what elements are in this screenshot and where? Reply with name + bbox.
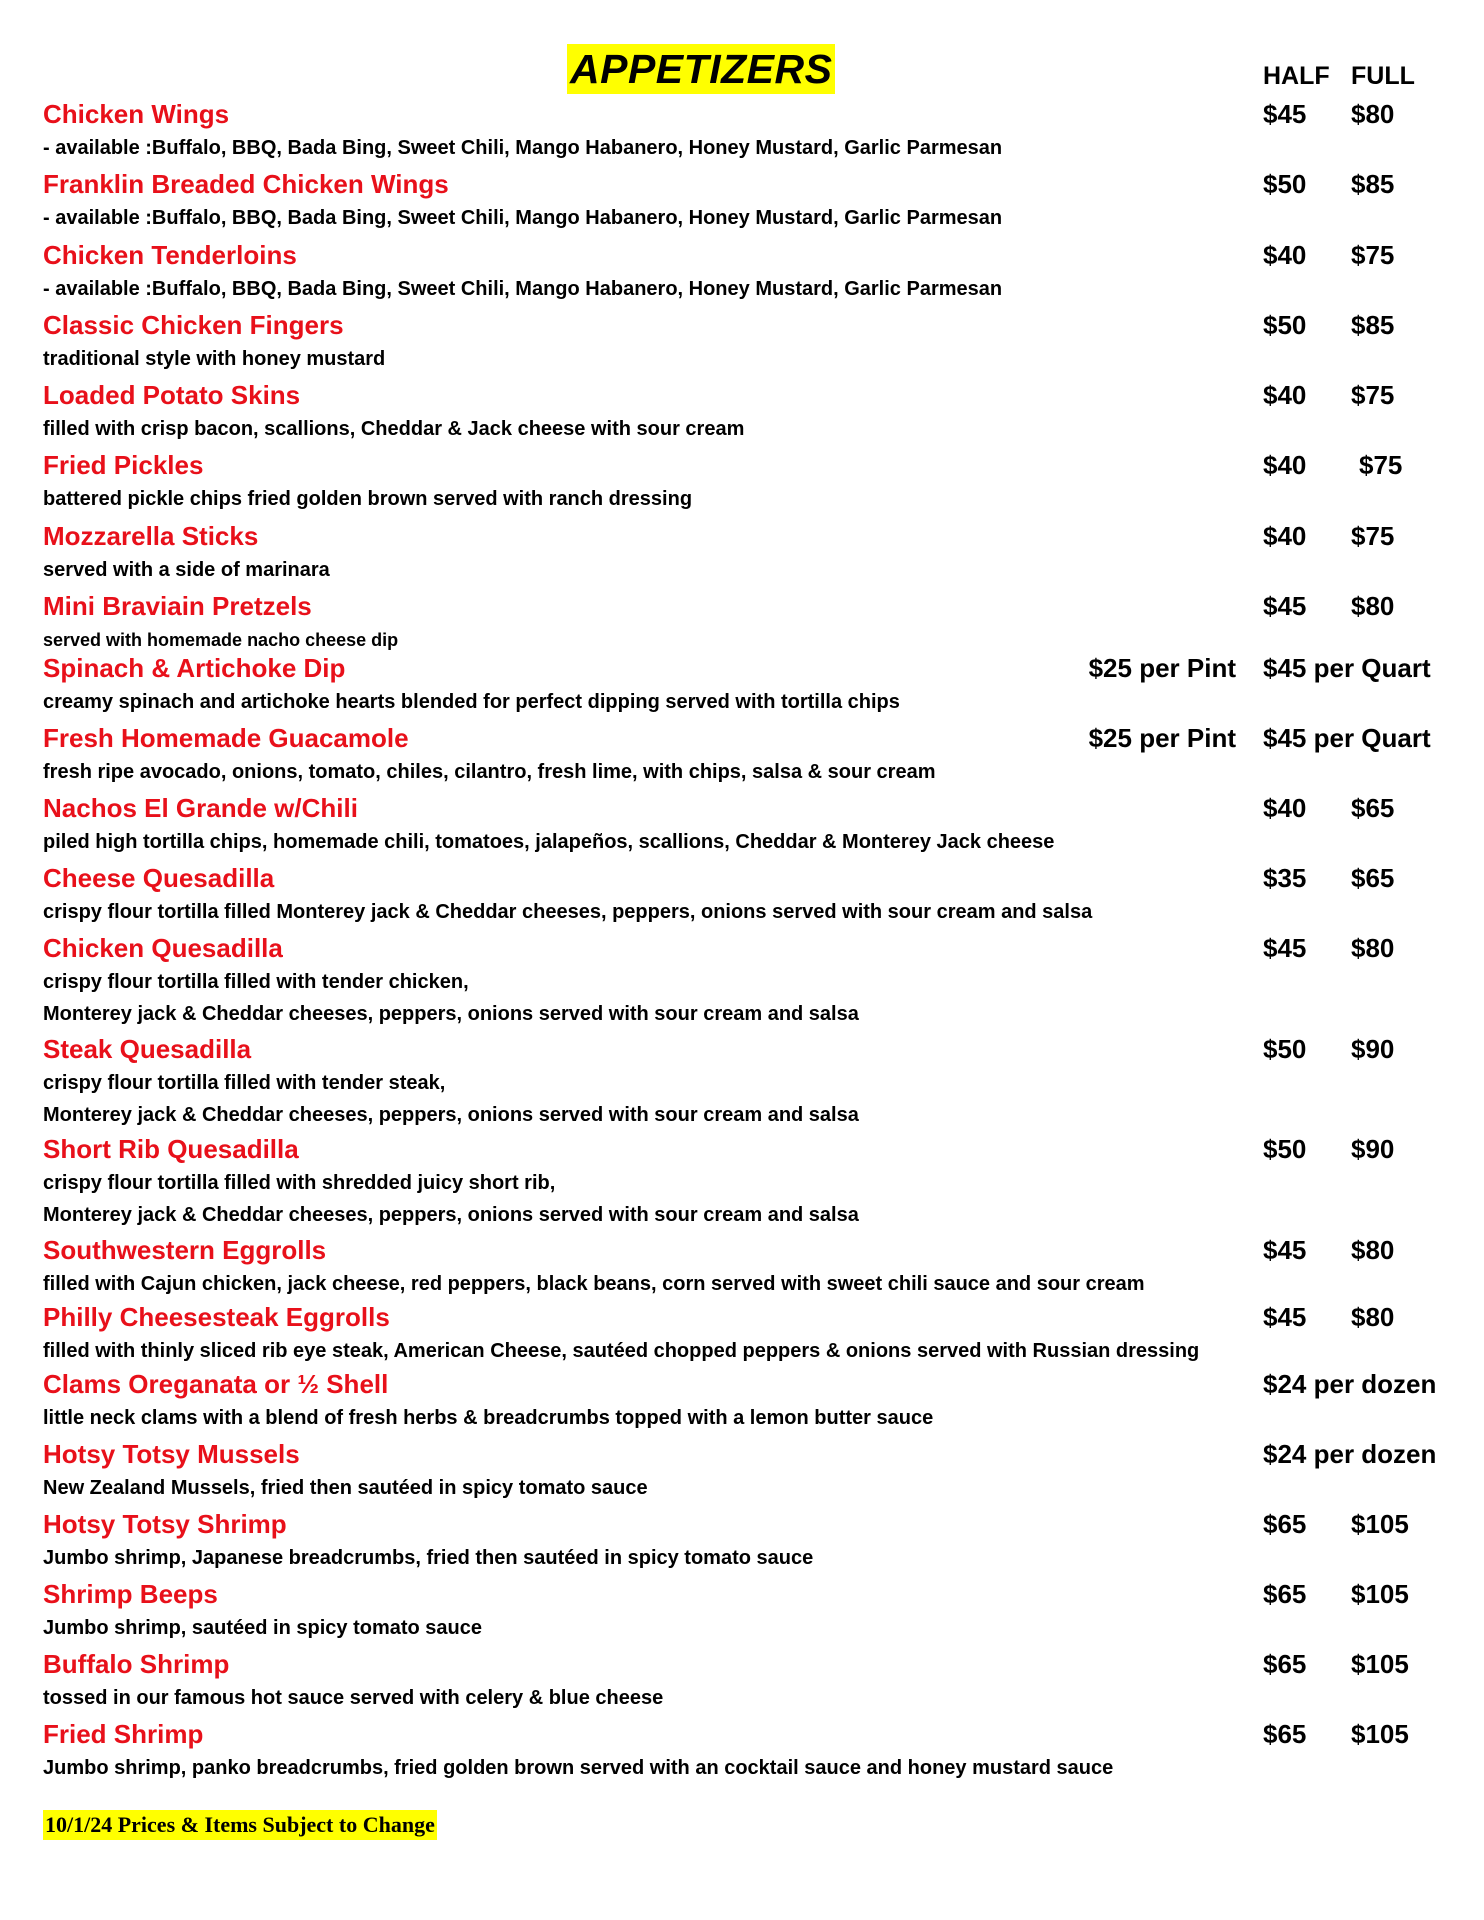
- dozen-price: $24 per dozen: [1263, 1369, 1437, 1399]
- item-description: Jumbo shrimp, panko breadcrumbs, fried golden brown served with an cocktail sauce and honey mustard sauce: [43, 1757, 1114, 1779]
- item-description: filled with thinly sliced rib eye steak, American Cheese, sautéed chopped peppers & onions served with Russian dressing: [43, 1340, 1200, 1362]
- item-description: Monterey jack & Cheddar cheeses, peppers, onions served with sour cream and salsa: [43, 1204, 859, 1226]
- item-description: filled with Cajun chicken, jack cheese, red peppers, black beans, corn served with sweet chili sauce and sour cream: [43, 1273, 1145, 1295]
- full-price: $75: [1351, 521, 1395, 551]
- half-price: $45: [1263, 591, 1307, 621]
- item-name: Chicken Tenderloins: [43, 240, 297, 270]
- item-name: Philly Cheesesteak Eggrolls: [43, 1302, 390, 1332]
- item-description: Jumbo shrimp, Japanese breadcrumbs, fried then sautéed in spicy tomato sauce: [43, 1547, 814, 1569]
- item-name: Clams Oreganata or ½ Shell: [43, 1369, 389, 1399]
- full-price: $85: [1351, 310, 1395, 340]
- half-price: $65: [1263, 1509, 1307, 1539]
- item-description: crispy flour tortilla filled with tender steak,: [43, 1072, 446, 1094]
- item-name: Chicken Wings: [43, 99, 230, 129]
- item-name: Shrimp Beeps: [43, 1579, 218, 1609]
- item-name: Fried Pickles: [43, 450, 204, 480]
- item-description: little neck clams with a blend of fresh herbs & breadcrumbs topped with a lemon butter sauce: [43, 1407, 934, 1429]
- item-description: creamy spinach and artichoke hearts blended for perfect dipping served with tortilla chips: [43, 691, 900, 713]
- item-description: - available :Buffalo, BBQ, Bada Bing, Sweet Chili, Mango Habanero, Honey Mustard, Garlic Parmesan: [43, 137, 1003, 159]
- half-price: $40: [1263, 521, 1307, 551]
- item-name: Franklin Breaded Chicken Wings: [43, 169, 449, 199]
- item-name: Chicken Quesadilla: [43, 933, 283, 963]
- full-price: $75: [1359, 450, 1403, 480]
- item-description: Monterey jack & Cheddar cheeses, peppers, onions served with sour cream and salsa: [43, 1104, 859, 1126]
- footer-note: 10/1/24 Prices & Items Subject to Change: [43, 1810, 437, 1840]
- full-price: $65: [1351, 793, 1395, 823]
- item-description: crispy flour tortilla filled with shredded juicy short rib,: [43, 1172, 556, 1194]
- item-description: - available :Buffalo, BBQ, Bada Bing, Sweet Chili, Mango Habanero, Honey Mustard, Garlic Parmesan: [43, 207, 1003, 229]
- item-name: Steak Quesadilla: [43, 1034, 252, 1064]
- full-price: $105: [1351, 1719, 1409, 1749]
- item-description: served with homemade nacho cheese dip: [43, 630, 399, 650]
- pint-price: $25 per Pint: [1088, 723, 1236, 753]
- item-name: Spinach & Artichoke Dip: [43, 653, 346, 683]
- half-price: $50: [1263, 310, 1307, 340]
- full-price: $80: [1351, 99, 1395, 129]
- item-description: New Zealand Mussels, fried then sautéed in spicy tomato sauce: [43, 1477, 648, 1499]
- item-name: Short Rib Quesadilla: [43, 1134, 299, 1164]
- half-price: $45: [1263, 99, 1307, 129]
- item-description: - available :Buffalo, BBQ, Bada Bing, Sweet Chili, Mango Habanero, Honey Mustard, Garlic Parmesan: [43, 278, 1003, 300]
- item-name: Classic Chicken Fingers: [43, 310, 344, 340]
- half-price: $40: [1263, 380, 1307, 410]
- item-description: Monterey jack & Cheddar cheeses, peppers, onions served with sour cream and salsa: [43, 1003, 859, 1025]
- dozen-price: $24 per dozen: [1263, 1439, 1437, 1469]
- item-description: filled with crisp bacon, scallions, Cheddar & Jack cheese with sour cream: [43, 418, 745, 440]
- pint-price: $25 per Pint: [1088, 653, 1236, 683]
- item-name: Buffalo Shrimp: [43, 1649, 230, 1679]
- item-name: Cheese Quesadilla: [43, 863, 275, 893]
- full-price: $85: [1351, 169, 1395, 199]
- item-name: Mozzarella Sticks: [43, 521, 259, 551]
- half-price: $65: [1263, 1579, 1307, 1609]
- item-name: Hotsy Totsy Mussels: [43, 1439, 300, 1469]
- half-price: $45: [1263, 933, 1307, 963]
- half-price: $45: [1263, 1302, 1307, 1332]
- item-description: Jumbo shrimp, sautéed in spicy tomato sauce: [43, 1617, 483, 1639]
- item-name: Fried Shrimp: [43, 1719, 204, 1749]
- full-price: $80: [1351, 1235, 1395, 1265]
- item-description: traditional style with honey mustard: [43, 348, 386, 370]
- full-price: $90: [1351, 1034, 1395, 1064]
- full-price: $75: [1351, 240, 1395, 270]
- item-description: crispy flour tortilla filled Monterey jack & Cheddar cheeses, peppers, onions served with sour cream and salsa: [43, 901, 1093, 923]
- item-description: battered pickle chips fried golden brown served with ranch dressing: [43, 488, 693, 510]
- item-description: tossed in our famous hot sauce served with celery & blue cheese: [43, 1687, 664, 1709]
- half-column-header: HALF: [1263, 62, 1330, 90]
- half-price: $50: [1263, 1034, 1307, 1064]
- half-price: $35: [1263, 863, 1307, 893]
- full-price: $90: [1351, 1134, 1395, 1164]
- full-price: $75: [1351, 380, 1395, 410]
- full-price: $80: [1351, 591, 1395, 621]
- half-price: $45: [1263, 1235, 1307, 1265]
- half-price: $50: [1263, 169, 1307, 199]
- full-price: $80: [1351, 1302, 1395, 1332]
- quart-price: $45 per Quart: [1263, 723, 1431, 753]
- full-price: $105: [1351, 1649, 1409, 1679]
- item-name: Loaded Potato Skins: [43, 380, 301, 410]
- full-price: $105: [1351, 1579, 1409, 1609]
- item-name: Southwestern Eggrolls: [43, 1235, 327, 1265]
- half-price: $40: [1263, 450, 1307, 480]
- item-description: served with a side of marinara: [43, 559, 330, 581]
- half-price: $65: [1263, 1719, 1307, 1749]
- full-price: $105: [1351, 1509, 1409, 1539]
- page-title: APPETIZERS: [567, 44, 835, 94]
- item-name: Mini Braviain Pretzels: [43, 591, 312, 621]
- item-description: fresh ripe avocado, onions, tomato, chiles, cilantro, fresh lime, with chips, salsa & sour cream: [43, 761, 936, 783]
- item-description: crispy flour tortilla filled with tender chicken,: [43, 971, 469, 993]
- item-name: Fresh Homemade Guacamole: [43, 723, 409, 753]
- item-name: Hotsy Totsy Shrimp: [43, 1509, 287, 1539]
- full-price: $65: [1351, 863, 1395, 893]
- full-column-header: FULL: [1351, 62, 1415, 90]
- half-price: $65: [1263, 1649, 1307, 1679]
- item-name: Nachos El Grande w/Chili: [43, 793, 358, 823]
- half-price: $40: [1263, 793, 1307, 823]
- half-price: $50: [1263, 1134, 1307, 1164]
- half-price: $40: [1263, 240, 1307, 270]
- quart-price: $45 per Quart: [1263, 653, 1431, 683]
- full-price: $80: [1351, 933, 1395, 963]
- item-description: piled high tortilla chips, homemade chili, tomatoes, jalapeños, scallions, Cheddar & Monterey Jack cheese: [43, 831, 1055, 853]
